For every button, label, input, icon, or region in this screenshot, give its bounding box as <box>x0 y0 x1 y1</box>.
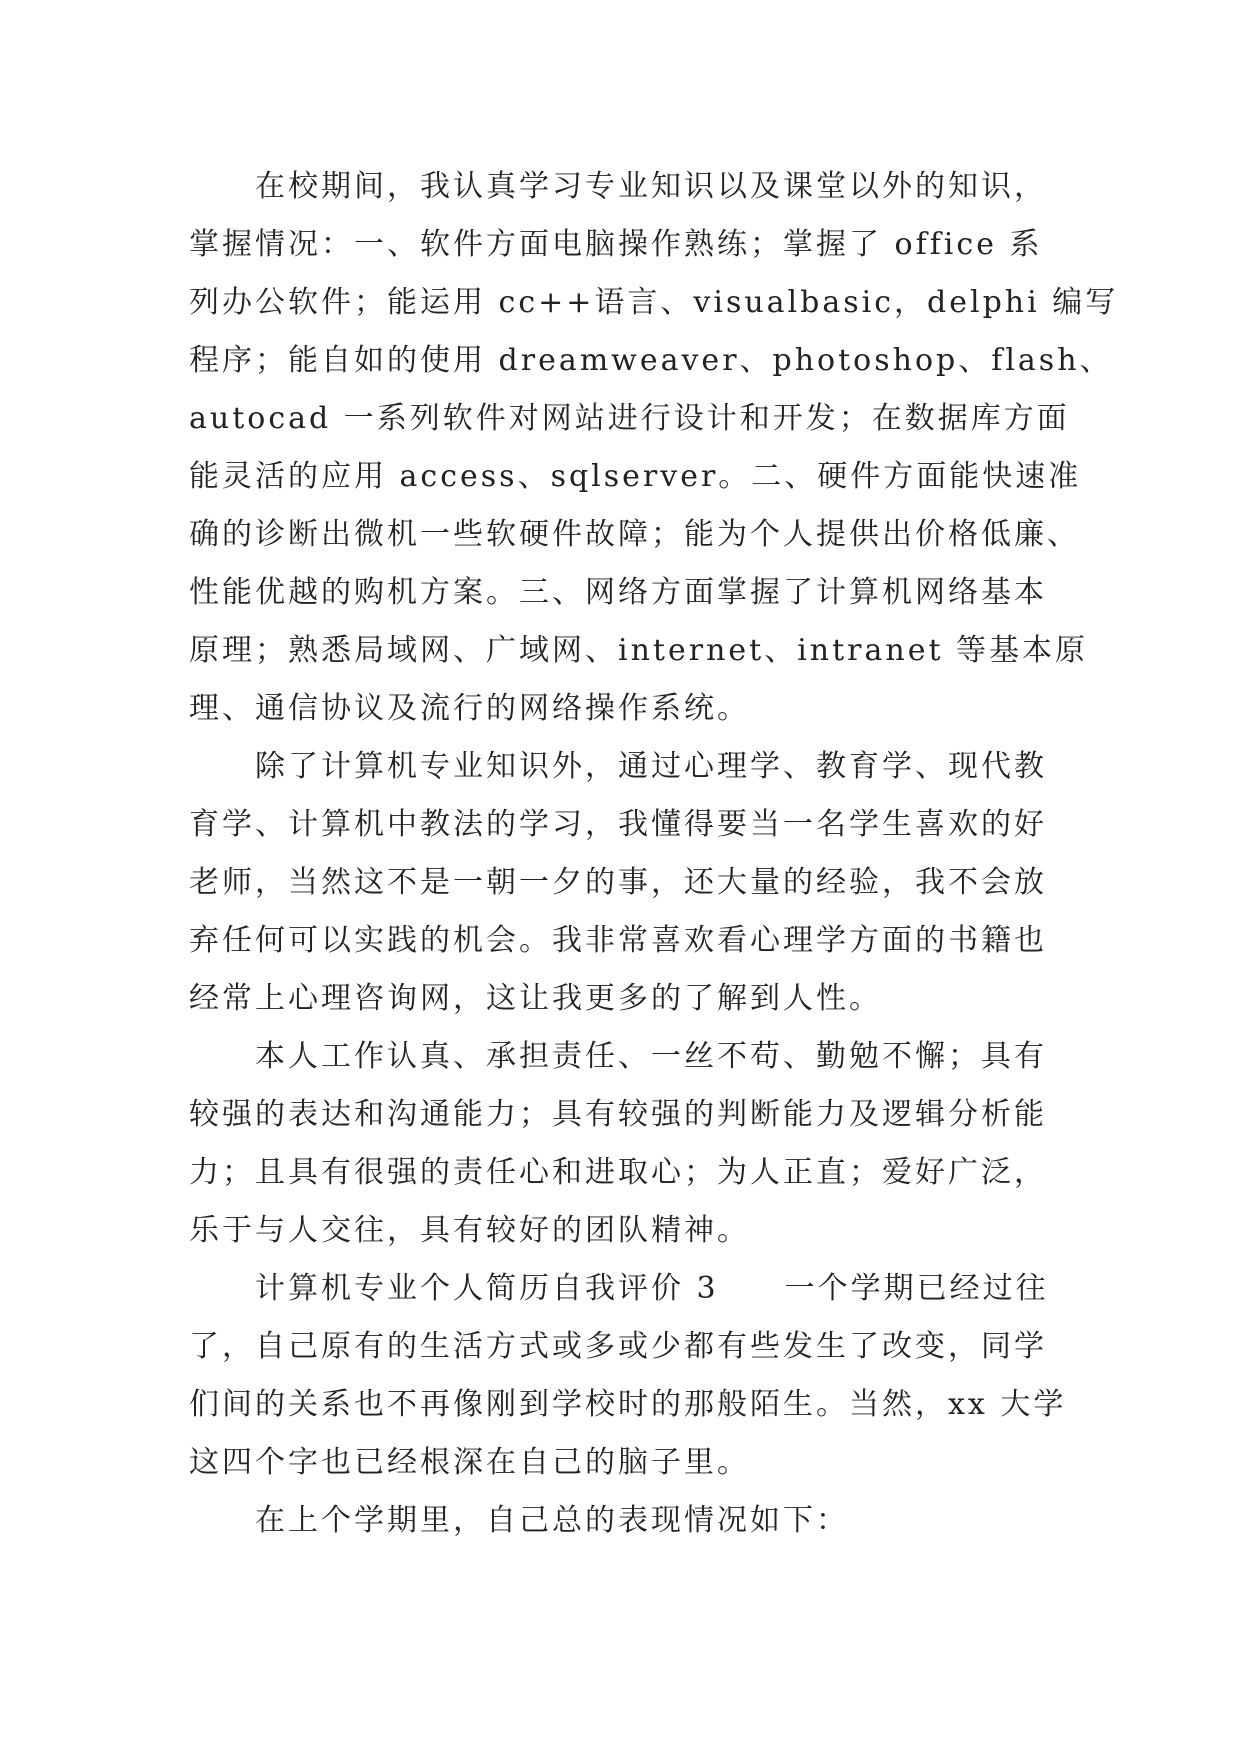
text-line: 较强的表达和沟通能力；具有较强的判断能力及逻辑分析能 <box>189 1097 1047 1132</box>
text-line: 计算机专业个人简历自我评价 3 一个学期已经过往 <box>255 1271 1049 1306</box>
text-line: 掌握情况：一、软件方面电脑操作熟练；掌握了 office 系 <box>189 227 1043 262</box>
text-line: 除了计算机专业知识外，通过心理学、教育学、现代教 <box>255 749 1047 784</box>
text-line: 原理；熟悉局域网、广域网、internet、intranet 等基本原 <box>189 633 1089 668</box>
text-line: 乐于与人交往，具有较好的团队精神。 <box>189 1213 750 1248</box>
text-line: 老师，当然这不是一朝一夕的事，还大量的经验，我不会放 <box>189 865 1047 900</box>
text-line: 们间的关系也不再像刚到学校时的那般陌生。当然，xx 大学 <box>189 1387 1067 1422</box>
text-line: 经常上心理咨询网，这让我更多的了解到人性。 <box>189 981 882 1016</box>
text-line: 性能优越的购机方案。三、网络方面掌握了计算机网络基本 <box>189 575 1047 610</box>
paragraph-evaluation-3 <box>189 1260 1067 1492</box>
text-line: 了，自己原有的生活方式或多或少都有些发生了改变，同学 <box>189 1329 1047 1364</box>
text-line: 育学、计算机中教法的学习，我懂得要当一名学生喜欢的好 <box>189 807 1047 842</box>
paragraph-skills <box>189 158 1119 738</box>
text-line: autocad 一系列软件对网站进行设计和开发；在数据库方面 <box>189 401 1070 436</box>
text-line: 力；且具有很强的责任心和进取心；为人正直；爱好广泛， <box>189 1155 1047 1190</box>
paragraph-education <box>189 738 1051 1028</box>
paragraph-last-semester <box>189 1492 1051 1550</box>
paragraph-personality <box>189 1028 1051 1260</box>
text-line: 确的诊断出微机一些软硬件故障；能为个人提供出价格低廉、 <box>189 517 1080 552</box>
text-line: 本人工作认真、承担责任、一丝不苟、勤勉不懈；具有 <box>255 1039 1047 1074</box>
text-line: 列办公软件；能运用 cc++语言、visualbasic，delphi 编写 <box>189 285 1119 320</box>
text-line: 弃任何可以实践的机会。我非常喜欢看心理学方面的书籍也 <box>189 923 1047 958</box>
text-line: 理、通信协议及流行的网络操作系统。 <box>189 691 750 726</box>
text-line: 在上个学期里，自己总的表现情况如下： <box>255 1503 849 1538</box>
document-body <box>189 158 1119 1550</box>
text-line: 这四个字也已经根深在自己的脑子里。 <box>189 1445 750 1480</box>
text-line: 能灵活的应用 access、sqlserver。二、硬件方面能快速准 <box>189 459 1082 494</box>
text-line: 在校期间，我认真学习专业知识以及课堂以外的知识， <box>255 169 1047 204</box>
text-line: 程序；能自如的使用 dreamweaver、photoshop、flash、 <box>189 343 1113 378</box>
